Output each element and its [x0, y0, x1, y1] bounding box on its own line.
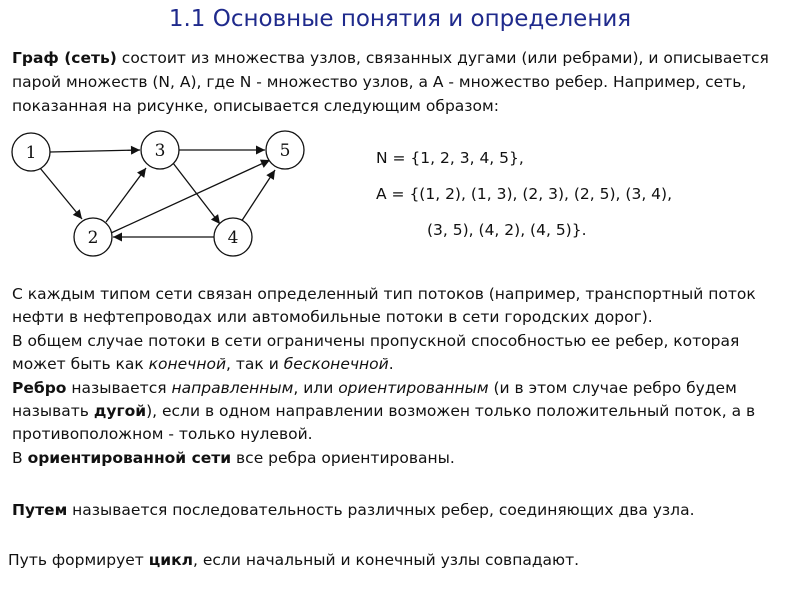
edge-2-5	[111, 160, 270, 233]
edge-text-3: (и в этом случае ребро будем называть	[12, 378, 737, 421]
edge-text-1: называется	[66, 378, 172, 397]
flows-paragraph	[12, 283, 788, 470]
node-set: N = {1, 2, 3, 4, 5},	[376, 149, 524, 167]
arc-term: дугой	[93, 402, 147, 421]
edge-term: Ребро	[12, 378, 67, 397]
cycle-definition	[8, 548, 784, 572]
oriented-network-term: ориентированной сети	[27, 448, 232, 467]
oriented-network-sentence	[12, 447, 788, 470]
edge-3-4	[173, 163, 220, 224]
edge-set-line-2: (3, 5), (4, 2), (4, 5)}.	[427, 221, 587, 239]
cycle-text-2: , если начальный и конечный узлы совпадают.	[193, 551, 580, 569]
graph-definition-text: состоит из множества узлов, связанных дугами (или ребрами), и описывается парой множеств (N, A), где N - множество узлов, а A - множество ребер. Например, сеть, показанная на рисунке, описывается следующим образом:	[12, 49, 769, 115]
edge-2-3	[106, 168, 146, 222]
path-term: Путем	[12, 501, 68, 519]
capacity-text: В общем случае потоки в сети ограничены пропускной способностью ее ребер, которая может быть как	[12, 331, 740, 374]
infinite-term: бесконечной	[283, 355, 389, 374]
node-4-label: 4	[227, 228, 239, 248]
path-definition	[12, 498, 788, 522]
oriented-text-2: все ребра ориентированы.	[231, 448, 455, 467]
edge-1-2	[40, 168, 82, 219]
edge-definition	[12, 377, 788, 447]
node-3-label: 3	[154, 141, 166, 161]
set-formulas	[376, 140, 672, 248]
edge-text-4: ), если в одном направлении возможен только положительный поток, а в противоположном - только нулевой.	[12, 402, 756, 444]
oriented-term: ориентированным	[338, 378, 489, 397]
edge-4-5	[241, 170, 275, 222]
node-5-label: 5	[279, 141, 291, 161]
node-1-label: 1	[25, 143, 37, 163]
oriented-text-1: В	[12, 448, 28, 467]
cycle-text-1: Путь формирует	[8, 551, 149, 569]
edge-text-2: , или	[293, 378, 339, 397]
node-2-label: 2	[87, 228, 99, 248]
path-text: называется последовательность различных ребер, соединяющих два узла.	[67, 501, 695, 519]
edge-set-line-1: A = {(1, 2), (1, 3), (2, 3), (2, 5), (3, 4),	[376, 185, 673, 203]
directed-term: направленным	[171, 378, 294, 397]
flows-sentence: С каждым типом сети связан определенный тип потоков (например, транспортный поток нефти в нефтепроводах или автомобильные потоки в сети городских дорог).	[12, 285, 756, 327]
slide-title: 1.1 Основные понятия и определения	[168, 6, 632, 32]
capacity-text-2: , так и	[226, 355, 284, 374]
edge-1-3	[50, 150, 140, 152]
capacity-end: .	[388, 355, 394, 374]
graph-term: Граф (сеть)	[12, 49, 117, 67]
cycle-term: цикл	[148, 551, 193, 569]
finite-term: конечной	[148, 355, 227, 374]
capacity-sentence	[12, 330, 788, 377]
